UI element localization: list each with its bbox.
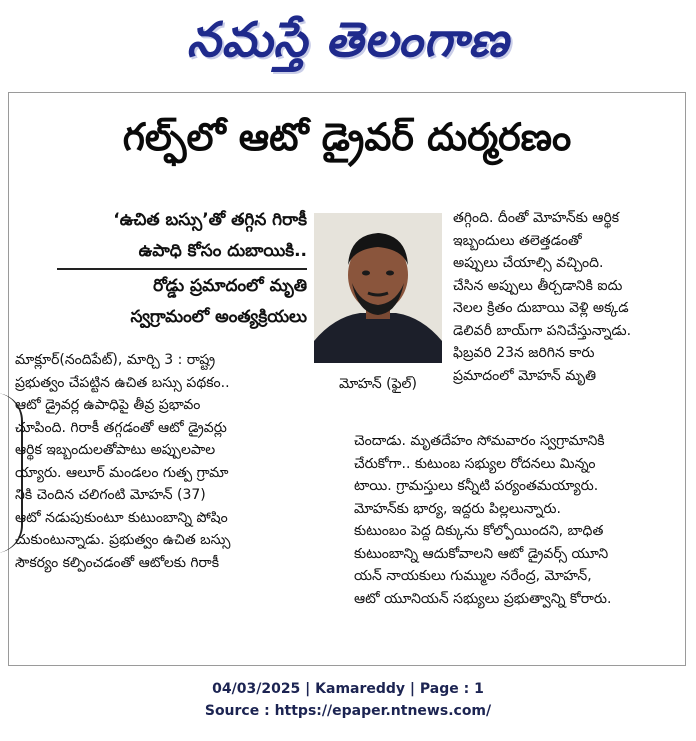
text-line: మాక్లూర్(నందిపేట్), మార్చి 3 : రాష్ట్ర [15,352,216,368]
subheading-2: ఉపాధి కోసం దుబాయికి.. [138,241,307,261]
right-column-top [453,207,679,387]
text-line: య్యారు. ఆలూర్ మండలం గుత్ప గ్రామా [15,464,229,481]
text-line: ప్రమాదంలో మోహన్ మృతి [453,367,597,384]
text-line: ఫిబ్రవరి 23న జరిగిన కారు [453,345,595,361]
text-line: డెలివరీ బాయ్‌గా పనిచేస్తున్నాడు. [453,322,632,339]
text-line: యన్ నాయకులు గుమ్ముల నరేంద్ర, మోహన్, [354,568,592,584]
person-photo-icon [314,213,442,363]
photo-caption: మోహన్ (ఫైల్) [339,376,417,392]
text-line: అప్పులు చేయాల్సి వచ్చింది. [453,255,604,271]
text-line: కుటుంబం పెద్ద దిక్కును కోల్పోయిందని, బాధిత [354,523,604,539]
footer-date-edition: 04/03/2025 | Kamareddy | Page : 1 [212,681,484,697]
text-line: మోహన్‌కు భార్య, ఇద్దరు పిల్లలున్నారు. [354,500,561,517]
footer-source-link[interactable]: Source : https://epaper.ntnews.com/ [204,703,492,719]
text-line: ఆటో యూనియన్ సభ్యులు ప్రభుత్వాన్ని కోరారు. [354,590,612,607]
text-line: ఆటో డ్రైవర్ల ఉపాధిపై తీవ్ర ప్రభావం [15,397,201,413]
text-line: సౌకర్యం కల్పించడంతో ఆటోలకు గిరాకీ [15,554,220,571]
text-line: తగ్గింది. దీంతో మోహన్‌కు ఆర్థిక [453,210,620,226]
newspaper-masthead: నమస్తే తెలంగాణ [186,12,510,68]
article-headline: గల్ఫ్‌లో ఆటో డ్రైవర్ దుర్మరణం [122,115,572,159]
text-line: ఇబ్బందులు తలెత్తడంతో [453,232,582,249]
text-line: టాయి. గ్రామస్తులు కన్నీటి పర్యంతమయ్యారు. [354,478,599,494]
text-line: చేసిన అప్పులు తీర్చడానికి ఐదు [453,277,623,294]
text-line: కుటుంబాన్ని ఆదుకోవాలని ఆటో డ్రైవర్స్ యూని [354,545,609,562]
text-line: ఆటో నడుపుకుంటూ కుటుంబాన్ని పోషిం [15,509,228,526]
text-line: ఆర్థిక ఇబ్బందులతోపాటు అప్పులపాల [15,442,216,458]
article-clipping [8,92,686,666]
subheading-4: స్వగ్రామంలో అంత్యక్రియలు [130,307,307,327]
text-line: నికి చెందిన చలిగంటి మోహన్ (37) [15,487,206,503]
subheadings-block [39,205,307,333]
text-line: చేరుకోగా.. కుటుంబ సభ్యుల రోదనలు మిన్నం [354,455,596,472]
text-line: చూపింది. గిరాకీ తగ్గడంతో ఆటో డ్రైవర్లు [15,419,227,436]
left-column [15,349,309,574]
subheading-3: రోడ్డు ప్రమాదంలో మృతి [153,276,307,296]
subheading-divider [57,268,307,270]
subheading-1: ‘ఉచిత బస్సు’తో తగ్గిన గిరాకీ [113,210,307,230]
right-column-bottom [354,430,679,610]
text-line: ప్రభుత్వం చేపట్టిన ఉచిత బస్సు పథకం.. [15,374,230,391]
portrait-photo [314,213,442,363]
text-line: చుకుంటున్నాడు. ప్రభుత్వం ఉచిత బస్సు [15,532,231,548]
text-line: నెలల క్రితం దుబాయి వెళ్లి అక్కడ [453,300,629,316]
text-line: చెందాడు. మృతదేహం సోమవారం స్వగ్రామానికి [354,433,605,449]
